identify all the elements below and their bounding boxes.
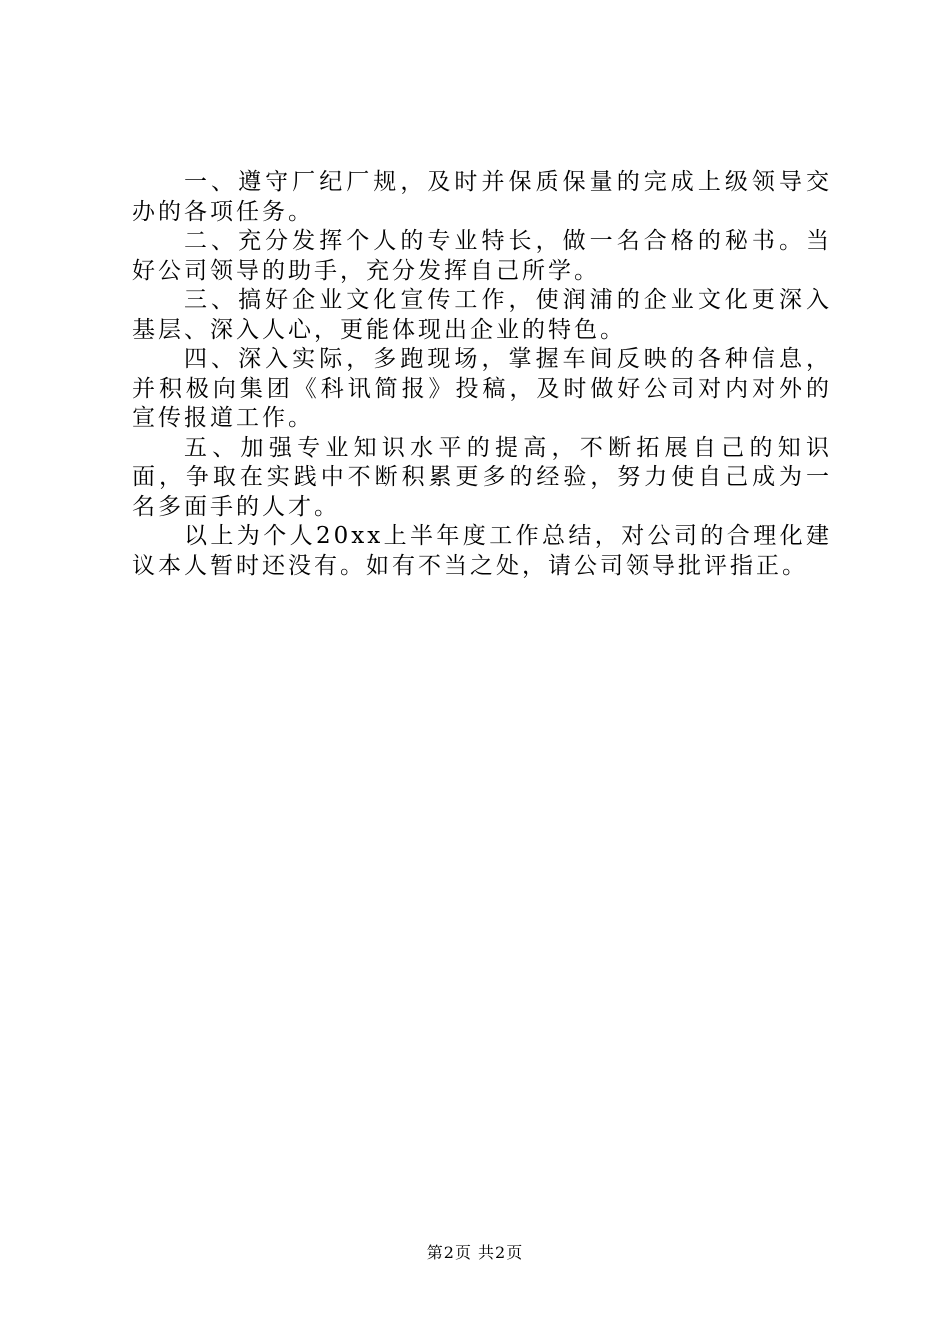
paragraph-item-5: 五、加强专业知识水平的提高，不断拓展自己的知识面，争取在实践中不断积累更多的经验，努力使自己成为一名多面手的人才。 (132, 434, 832, 520)
paragraph-item-2: 二、充分发挥个人的专业特长，做一名合格的秘书。当好公司领导的助手，充分发挥自己所学。 (132, 228, 832, 284)
paragraph-item-1: 一、遵守厂纪厂规，及时并保质保量的完成上级领导交办的各项任务。 (132, 169, 832, 225)
page-number-footer: 第2页 共2页 (426, 1243, 524, 1262)
document-body (132, 168, 832, 581)
paragraph-item-4: 四、深入实际，多跑现场，掌握车间反映的各种信息，并积极向集团《科讯简报》投稿，及时做好公司对内对外的宣传报道工作。 (132, 346, 832, 431)
summary-paragraph: 以上为个人20xx上半年度工作总结，对公司的合理化建议本人暂时还没有。如有不当之处，请公司领导批评指正。 (132, 523, 832, 579)
paragraph-item-3: 三、搞好企业文化宣传工作，使润浦的企业文化更深入基层、深入人心，更能体现出企业的特色。 (132, 287, 832, 343)
